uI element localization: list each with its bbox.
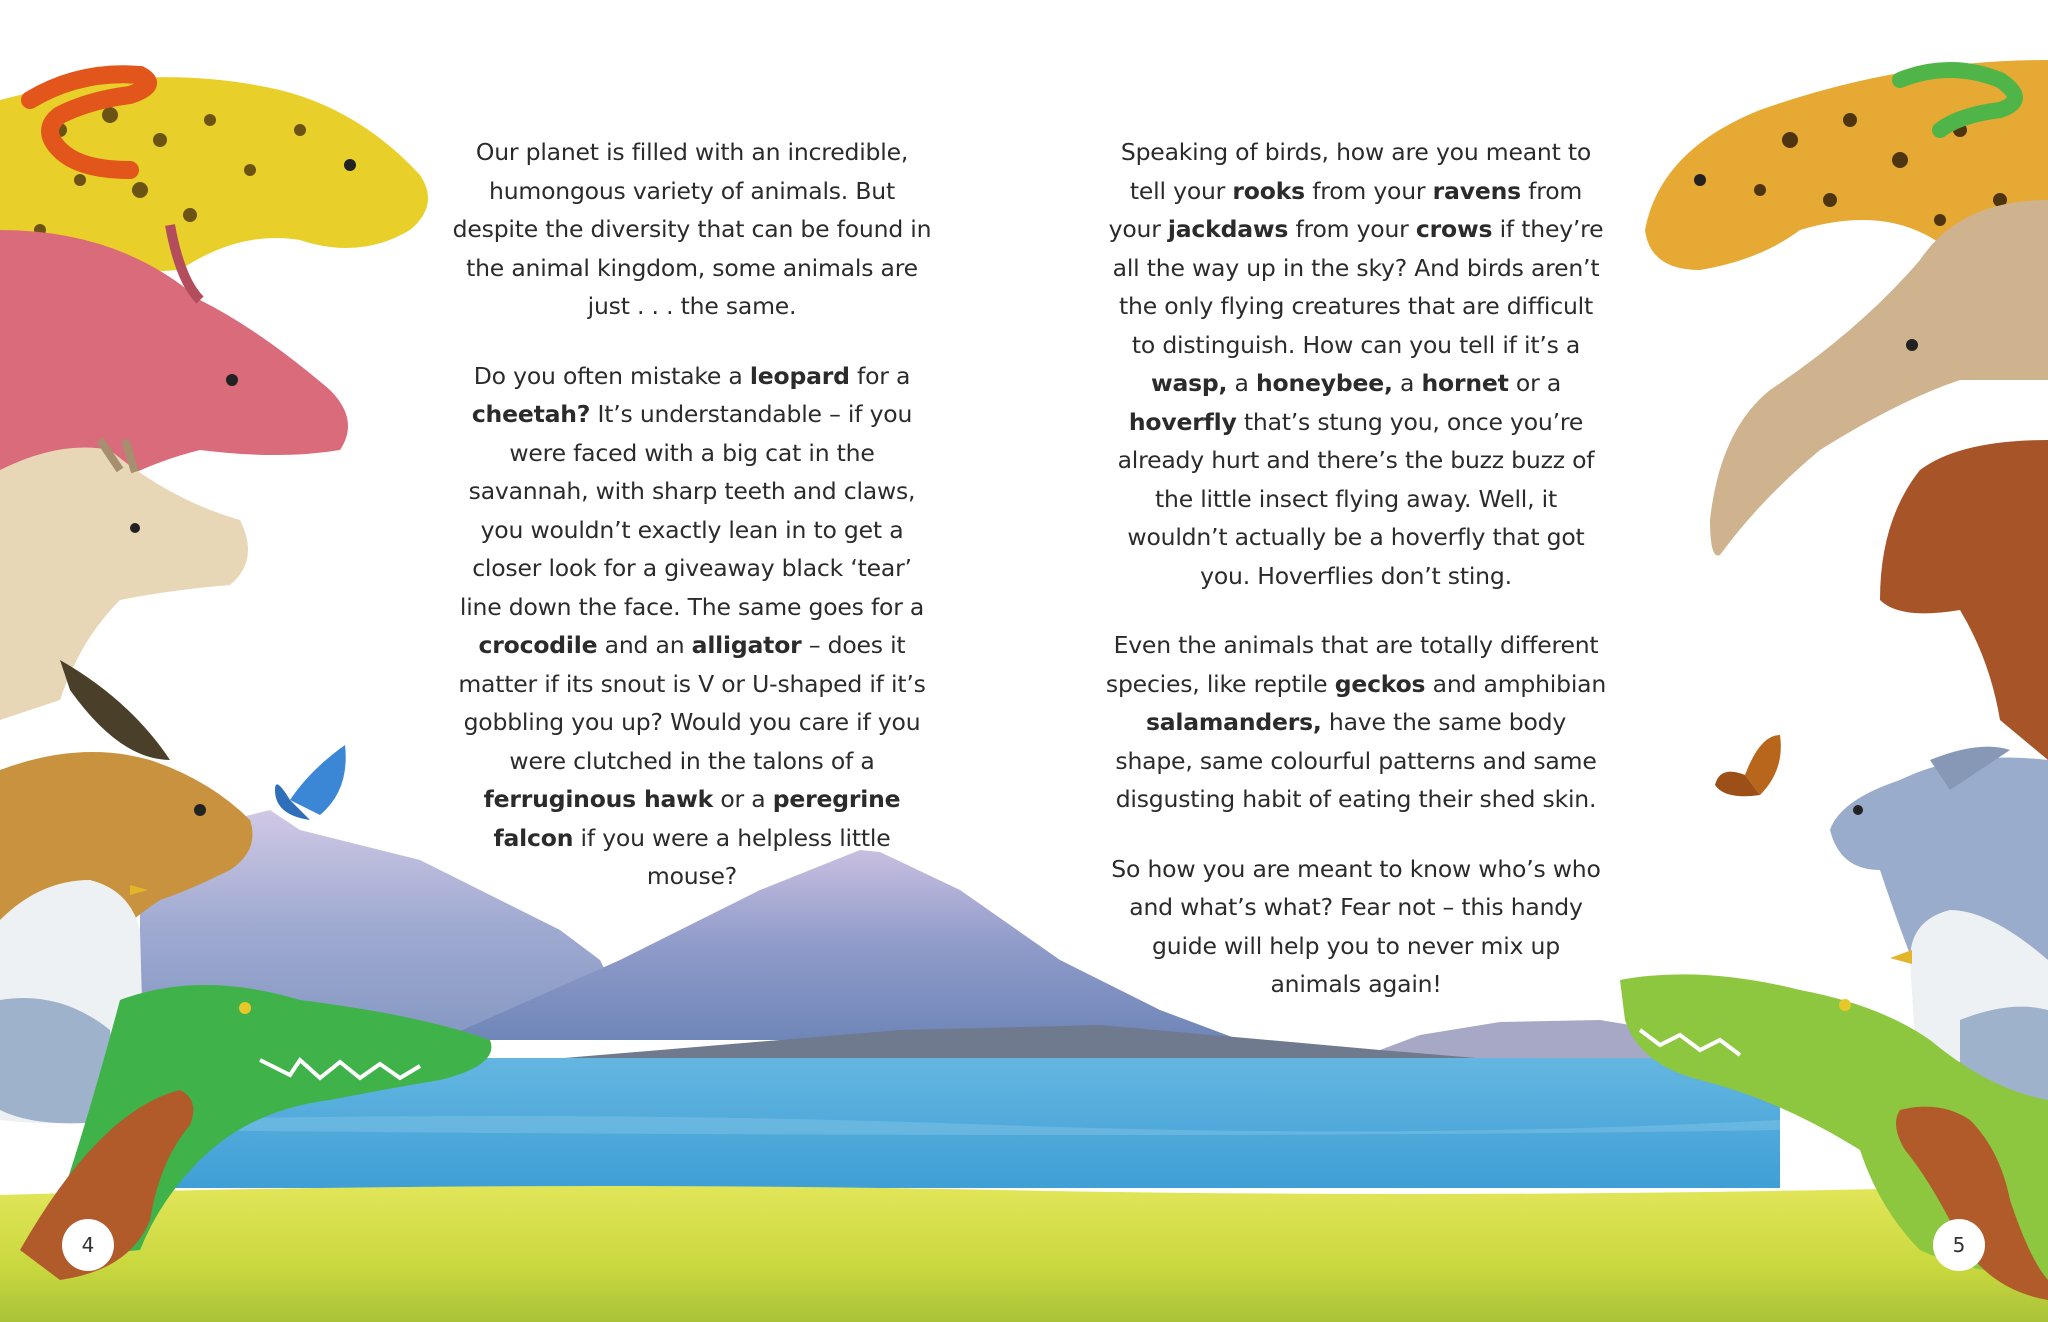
right-page-text	[1104, 133, 1608, 1035]
text-run: that’s stung you, once you’re already hurt and there’s the buzz buzz of the little insect flying away. Well, it wouldn’t actually be a hoverfly that got you. Hoverflies don’t sting.	[1117, 407, 1595, 590]
bold-term: peregrine falcon	[493, 785, 901, 852]
text-run: or a	[1508, 369, 1562, 397]
paragraph	[1104, 850, 1608, 1004]
text-run: Even the animals that are totally different species, like reptile	[1105, 631, 1599, 698]
page-number-left: 4	[62, 1219, 114, 1271]
text-run: from your	[1304, 176, 1433, 205]
bold-term: honeybee,	[1256, 369, 1393, 397]
bold-term: leopard	[749, 361, 850, 390]
text-run: Do you often mistake a	[473, 361, 750, 390]
text-run: from your	[1288, 215, 1416, 243]
text-run: So how you are meant to know who’s who and what’s what? Fear not – this handy guide will help you to never mix up animals again!	[1111, 854, 1601, 998]
bold-term: alligator	[691, 631, 802, 659]
text-run: from your	[1108, 176, 1583, 243]
bold-term: ferruginous hawk	[483, 785, 714, 813]
bold-term: crocodile	[478, 631, 598, 659]
paragraph	[1104, 133, 1608, 595]
text-run: and an	[597, 631, 692, 659]
bold-term: hoverfly	[1128, 407, 1237, 436]
page-number-right: 5	[1933, 1219, 1985, 1271]
bold-term: hornet	[1421, 369, 1509, 397]
text-run: or a	[713, 785, 773, 813]
text-run: have the same body shape, same colourful patterns and same disgusting habit of eating their shed skin.	[1115, 708, 1597, 813]
text-run: if they’re all the way up in the sky? And birds aren’t the only flying creatures that are difficult to distinguish. How can you tell if it’s a	[1112, 215, 1604, 359]
paragraph	[1104, 626, 1608, 819]
bold-term: wasp,	[1150, 369, 1228, 397]
bold-term: ravens	[1432, 176, 1521, 205]
text-run: for a	[849, 361, 911, 390]
left-page-text	[452, 133, 932, 927]
bold-term: salamanders,	[1145, 708, 1322, 736]
paragraph	[452, 357, 932, 896]
bold-term: geckos	[1334, 669, 1426, 698]
bold-term: rooks	[1232, 176, 1305, 205]
bold-term: crows	[1415, 215, 1493, 243]
text-run: – does it matter if its snout is V or U-shaped if it’s gobbling you up? Would you care if you were clutched in the talons of a	[458, 631, 926, 775]
text-run: if you were a helpless little mouse?	[573, 823, 891, 890]
text-run: a	[1227, 369, 1257, 397]
bold-term: cheetah?	[471, 400, 591, 428]
grass-foreground	[0, 1185, 2048, 1322]
text-run: and amphibian	[1425, 669, 1607, 698]
text-run: Speaking of birds, how are you meant to tell your	[1120, 138, 1592, 205]
text-run: Our planet is filled with an incredible, humongous variety of animals. But despite the diversity that can be found in the animal kingdom, some animals are just . . . the same.	[452, 138, 932, 320]
text-run: a	[1392, 369, 1422, 397]
text-run: It’s understandable – if you were faced with a big cat in the savannah, with sharp teeth and claws, you wouldn’t exactly lean in to get a closer look for a giveaway black ‘tear’ line down the face. The same goes for a	[459, 400, 925, 621]
bold-term: jackdaws	[1167, 215, 1289, 243]
paragraph	[452, 133, 932, 326]
